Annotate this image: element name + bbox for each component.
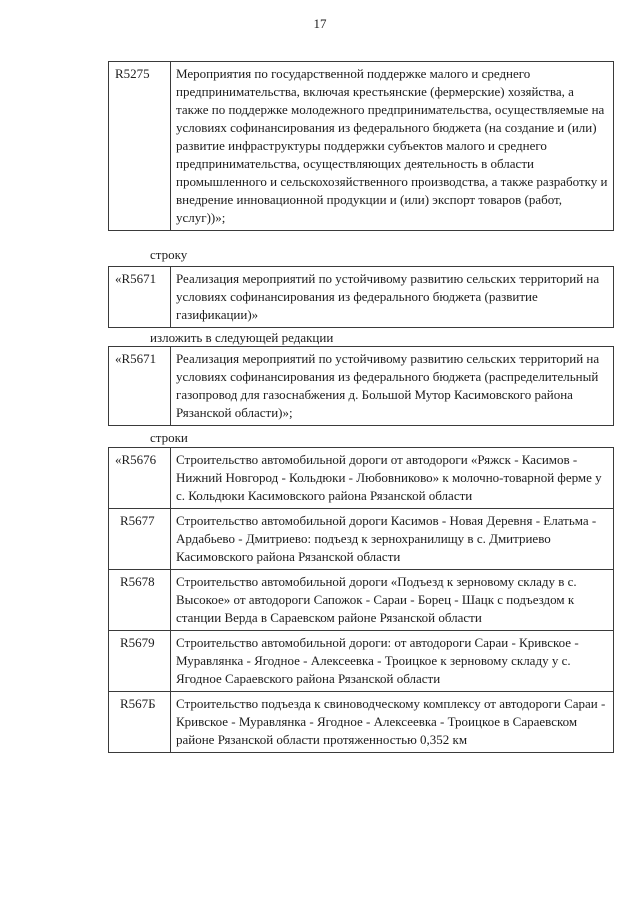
row-text: Строительство автомобильной дороги Касимов - Новая Деревня - Елатьма - Ардабьево - Дмитриево: подъезд к зернохранилищу в с. Дмитриево Касимовского района Рязанской области <box>171 509 614 570</box>
caption-stroku: строку <box>150 247 188 262</box>
caption-izlozhit: изложить в следующей редакции <box>150 330 334 345</box>
table-row <box>109 692 614 753</box>
row-code: «R5671 <box>109 347 171 426</box>
row-text: Мероприятия по государственной поддержке малого и среднего предпринимательства, включая крестьянские (фермерские) хозяйства, а также по поддержке молодежного предпринимательства, осуществляемые на условиях софинансирования из федерального бюджета (на создание и (или) развитие инфраструктуры поддержки субъектов малого и среднего предпринимательства, осуществляющих деятельность в области промышленного и сельскохозяйственного производства, а также разработку и внедрение инновационной продукции и (или) экспорт товаров (работ, услуг))»; <box>171 62 614 231</box>
row-code: «R5671 <box>109 267 171 328</box>
table-row <box>109 570 614 631</box>
table-row <box>109 62 614 231</box>
table-row <box>109 267 614 328</box>
table-row <box>109 347 614 426</box>
row-code: «R5676 <box>109 448 171 509</box>
row-text: Реализация мероприятий по устойчивому развитию сельских территорий на условиях софинансирования из федерального бюджета (распределительный газопровод для газоснабжения д. Большой Мутор Касимовского района Рязанской области)»; <box>171 347 614 426</box>
row-code: R5678 <box>109 570 171 631</box>
row-code: R5275 <box>109 62 171 231</box>
row-code: R567Б <box>109 692 171 753</box>
row-text: Строительство автомобильной дороги: от автодороги Сараи - Кривское - Муравлянка - Ягодное - Алексеевка - Троицкое к зерновому складу у с. Ягодное Сараевского района Рязанской области <box>171 631 614 692</box>
row-text: Строительство автомобильной дороги «Подъезд к зерновому складу в с. Высокое» от автодороги Сапожок - Сараи - Борец - Шацк с подъездом к станции Верда в Сараевском районе Рязанской области <box>171 570 614 631</box>
table-block-1 <box>108 61 614 231</box>
row-code: R5679 <box>109 631 171 692</box>
row-text: Реализация мероприятий по устойчивому развитию сельских территорий на условиях софинансирования из федерального бюджета (развитие газификации)» <box>171 267 614 328</box>
row-text: Строительство подъезда к свиноводческому комплексу от автодороги Сараи - Кривское - Муравлянка - Ягодное - Алексеевка - Троицкое в Сараевском районе Рязанской области протяженностью 0,352 км <box>171 692 614 753</box>
row-text: Строительство автомобильной дороги от автодороги «Ряжск - Касимов - Нижний Новгород - Кольдюки - Любовниково» к молочно-товарной ферме у с. Кольдюки Касимовского района Рязанской области <box>171 448 614 509</box>
table-block-2 <box>108 266 614 328</box>
row-code: R5677 <box>109 509 171 570</box>
table-block-3 <box>108 346 614 426</box>
page-number: 17 <box>313 16 327 31</box>
table-row <box>109 448 614 509</box>
table-row <box>109 509 614 570</box>
table-row <box>109 631 614 692</box>
table-block-4 <box>108 447 614 753</box>
caption-stroki: строки <box>150 430 188 445</box>
